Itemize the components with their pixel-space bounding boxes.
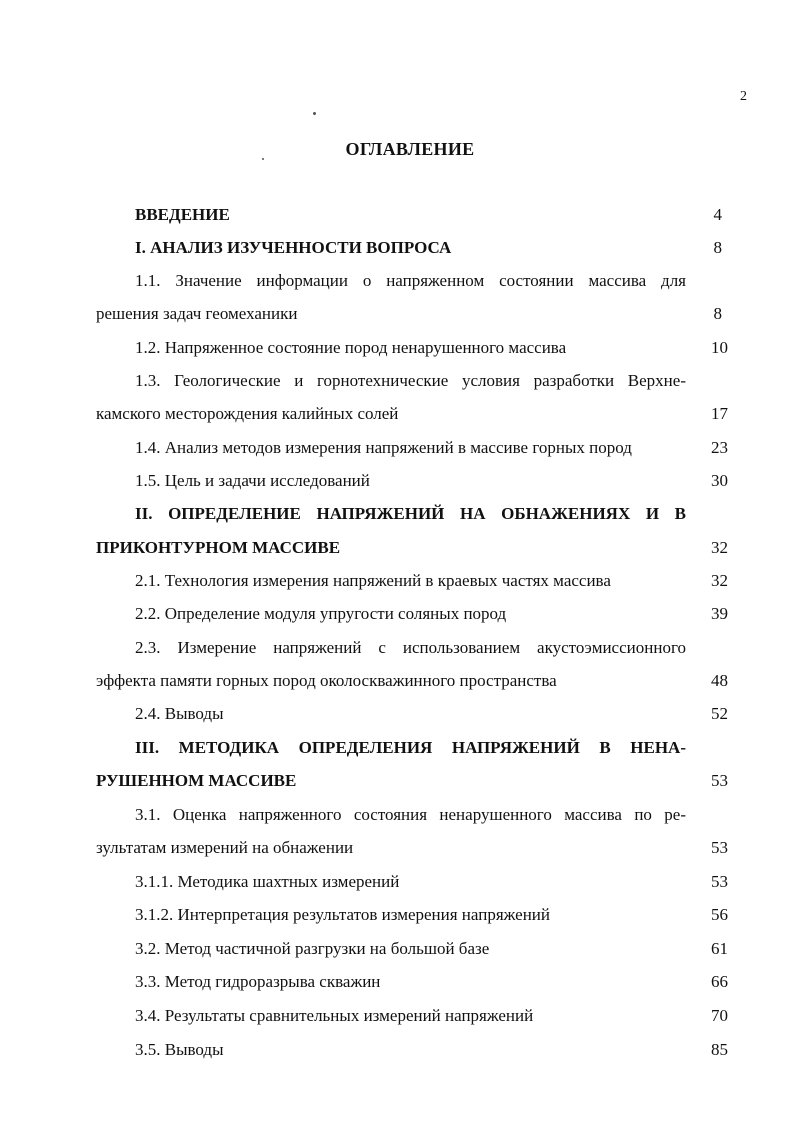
toc-entry-heading: II. ОПРЕДЕЛЕНИЕ НАПРЯЖЕНИЙ НА ОБНАЖЕНИЯХ И В	[135, 504, 686, 523]
toc-page-number: 8	[713, 238, 722, 257]
toc-entry-heading: ПРИКОНТУРНОМ МАССИВЕ	[96, 538, 341, 557]
toc-entry-line: 1.1. Значение информации о напряженном состоянии массива для	[135, 271, 686, 290]
scan-speck	[262, 158, 264, 160]
toc-page-number: 66	[711, 972, 728, 991]
toc-entry-line: 2.1. Технология измерения напряжений в краевых частях массива	[135, 571, 611, 590]
toc-entry-heading: I. АНАЛИЗ ИЗУЧЕННОСТИ ВОПРОСА	[135, 238, 452, 257]
toc-entry-line: 2.4. Выводы	[135, 704, 224, 723]
toc-entry-heading: ВВЕДЕНИЕ	[135, 205, 230, 224]
toc-entry-line: 3.3. Метод гидроразрыва скважин	[135, 972, 381, 991]
toc-page-number: 52	[711, 704, 728, 723]
toc-page-number: 85	[711, 1040, 728, 1059]
toc-page-number: 53	[711, 771, 728, 790]
toc-entry-line: 3.4. Результаты сравнительных измерений напряжений	[135, 1006, 534, 1025]
toc-page-number: 53	[711, 838, 728, 857]
toc-entry-line: 3.2. Метод частичной разгрузки на большой базе	[135, 939, 490, 958]
toc-entry-line: 2.3. Измерение напряжений с использованием акустоэмиссионного	[135, 638, 686, 657]
toc-entry-line: решения задач геомеханики	[96, 304, 298, 323]
toc-page-number: 23	[711, 438, 728, 457]
toc-entry-line: 3.1. Оценка напряженного состояния ненарушенного массива по ре-	[135, 805, 686, 824]
toc-page-number: 4	[713, 205, 722, 224]
toc-entry-line: 1.5. Цель и задачи исследований	[135, 471, 370, 490]
toc-page-number: 48	[711, 671, 728, 690]
toc-page-number: 17	[711, 404, 728, 423]
toc-page-number: 53	[711, 872, 728, 891]
toc-title: ОГЛАВЛЕНИЕ	[345, 139, 475, 159]
toc-page-number: 61	[711, 939, 728, 958]
toc-entry-line: 1.4. Анализ методов измерения напряжений в массиве горных пород	[135, 438, 632, 457]
toc-page-number: 70	[711, 1006, 728, 1025]
toc-page-number: 56	[711, 905, 728, 924]
toc-entry-line: 3.5. Выводы	[135, 1040, 224, 1059]
toc-entry-line: эффекта памяти горных пород околоскважинного пространства	[96, 671, 557, 690]
toc-entry-heading: III. МЕТОДИКА ОПРЕДЕЛЕНИЯ НАПРЯЖЕНИЙ В НЕНА-	[135, 738, 686, 757]
toc-page-number: 30	[711, 471, 728, 490]
toc-page-number: 39	[711, 604, 728, 623]
toc-entry-line: 1.3. Геологические и горнотехнические условия разработки Верхне-	[135, 371, 686, 390]
toc-entry-heading: РУШЕННОМ МАССИВЕ	[96, 771, 297, 790]
toc-entry-line: 2.2. Определение модуля упругости соляных пород	[135, 604, 507, 623]
page-number: 2	[740, 89, 747, 104]
toc-page-number: 8	[713, 304, 722, 323]
toc-entry-line: камского месторождения калийных солей	[96, 404, 399, 423]
toc-entry-line: 3.1.2. Интерпретация результатов измерения напряжений	[135, 905, 550, 924]
toc-page-number: 10	[711, 338, 728, 357]
toc-entry-line: 1.2. Напряженное состояние пород ненарушенного массива	[135, 338, 567, 357]
toc-entry-line: зультатам измерений на обнажении	[96, 838, 354, 857]
toc-page-number: 32	[711, 571, 728, 590]
scan-speck	[313, 112, 316, 115]
toc-page-number: 32	[711, 538, 728, 557]
toc-entry-line: 3.1.1. Методика шахтных измерений	[135, 872, 400, 891]
